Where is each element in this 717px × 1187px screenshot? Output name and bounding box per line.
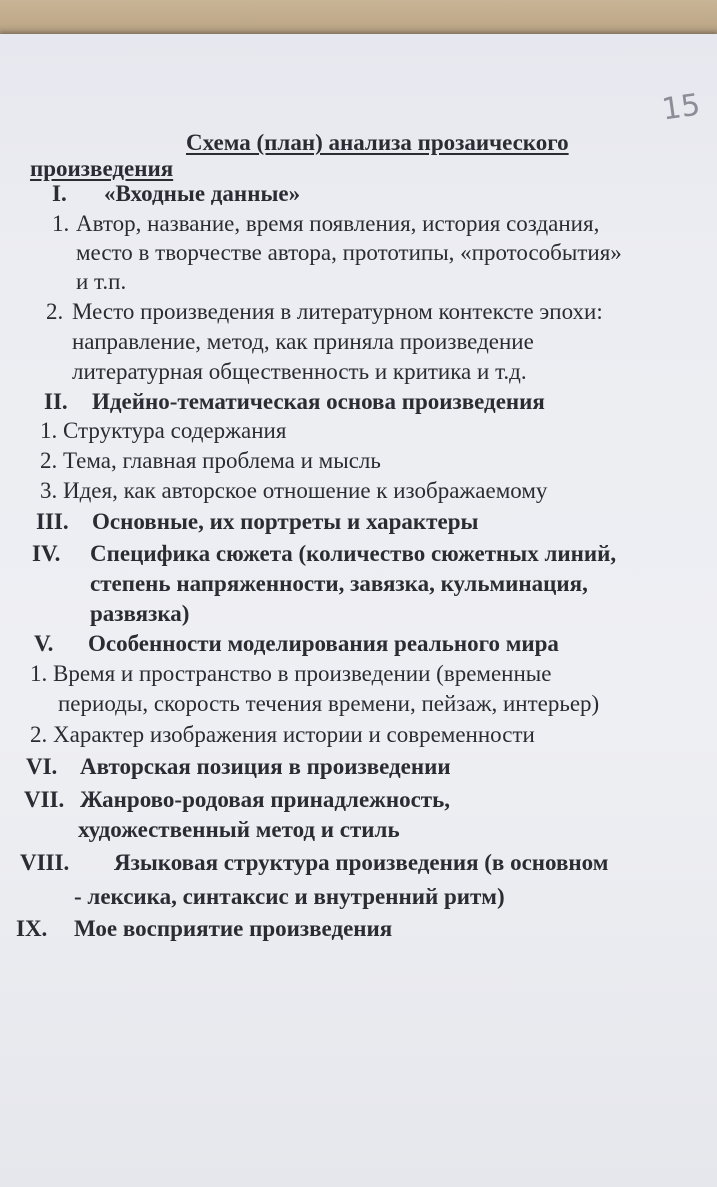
section-ii-item-2: 2. Тема, главная проблема и мысль xyxy=(40,448,381,473)
section-vii-line-1: Жанрово-родовая принадлежность, xyxy=(80,787,451,812)
section-iv-line-2: степень напряженности, завязка, кульминация, xyxy=(90,571,588,596)
section-ix-numeral: IX. xyxy=(16,916,48,941)
section-v-item-2: 2. Характер изображения истории и современности xyxy=(30,722,535,747)
section-i-heading: «Входные данные» xyxy=(104,181,301,206)
section-viii-line-2: - лексика, синтаксис и внутренний ритм) xyxy=(74,884,505,909)
section-i-item-1-line-3: и т.п. xyxy=(76,269,127,294)
section-ii-item-1: 1. Структура содержания xyxy=(40,418,287,443)
section-i-item-2-line-1: Место произведения в литературном контексте эпохи: xyxy=(72,299,603,324)
section-iv-numeral: IV. xyxy=(32,541,61,566)
page-number: 15 xyxy=(659,87,703,128)
section-vi-heading: Авторская позиция в произведении xyxy=(80,754,451,779)
section-vii-line-2: художественный метод и стиль xyxy=(78,817,400,842)
paper-sheet xyxy=(0,34,717,1187)
section-iii-numeral: III. xyxy=(36,509,69,534)
section-ii-item-3: 3. Идея, как авторское отношение к изображаемому xyxy=(40,478,548,503)
section-i-item-2-line-2: направление, метод, как приняла произведение xyxy=(72,329,534,354)
section-i-item-1-line-2: место в творчестве автора, прототипы, «протособытия» xyxy=(76,240,622,265)
section-v-numeral: V. xyxy=(34,631,54,656)
section-i-item-1-num: 1. xyxy=(52,211,70,236)
section-i-item-1-line-1: Автор, название, время появления, история создания, xyxy=(76,211,600,236)
section-i-numeral: I. xyxy=(52,181,67,206)
section-vi-numeral: VI. xyxy=(26,754,58,779)
section-ii-heading: Идейно-тематическая основа произведения xyxy=(92,389,545,414)
section-viii-line-1: Языковая структура произведения (в основном xyxy=(114,850,609,875)
section-viii-numeral: VIII. xyxy=(20,850,70,875)
section-v-heading: Особенности моделирования реального мира xyxy=(88,631,559,656)
section-i-item-2-line-3: литературная общественность и критика и т.д. xyxy=(72,359,527,384)
section-ix-heading: Мое восприятие произведения xyxy=(74,916,393,941)
section-v-item-1-line-1: 1. Время и пространство в произведении (временные xyxy=(30,661,552,686)
section-v-item-1-line-2: периоды, скорость течения времени, пейзаж, интерьер) xyxy=(58,691,600,716)
section-iv-line-1: Специфика сюжета (количество сюжетных линий, xyxy=(90,541,617,566)
title-line-1: Схема (план) анализа прозаического xyxy=(186,130,569,155)
section-vii-numeral: VII. xyxy=(24,787,65,812)
section-ii-numeral: II. xyxy=(44,389,68,414)
section-iii-heading: Основные, их портреты и характеры xyxy=(92,509,479,534)
title-line-2: произведения xyxy=(30,156,174,181)
section-iv-line-3: развязка) xyxy=(90,601,190,626)
section-i-item-2-num: 2. xyxy=(46,299,64,324)
